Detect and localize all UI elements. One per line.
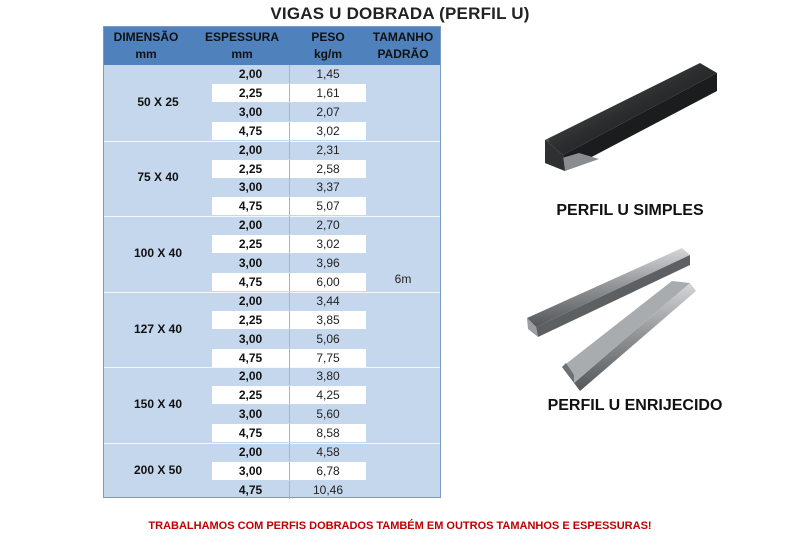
peso-cell: 5,07 bbox=[290, 197, 366, 215]
peso-cell: 3,96 bbox=[316, 256, 340, 270]
header-dimensao bbox=[104, 27, 188, 65]
espessura-cell: 2,00 bbox=[212, 141, 290, 159]
perfil-u-simples-image bbox=[535, 55, 720, 180]
perfil-u-enrijecido-image bbox=[522, 243, 697, 393]
espessura-cell: 4,75 bbox=[212, 122, 290, 140]
footer-note: TRABALHAMOS COM PERFIS DOBRADOS TAMBÉM EM OUTROS TAMANHOS E ESPESSURAS! bbox=[148, 520, 652, 532]
tamanho-padrao-value: 6m bbox=[394, 272, 412, 286]
espessura-cell: 4,75 bbox=[212, 424, 290, 442]
header-peso-unit: kg/m bbox=[313, 47, 342, 61]
peso-cell: 2,31 bbox=[316, 142, 340, 157]
dimensao-cell: 75 X 40 bbox=[137, 170, 179, 185]
header-tamanho-unit: PADRÃO bbox=[377, 47, 429, 61]
peso-cell: 6,00 bbox=[290, 273, 366, 291]
peso-cell: 6,78 bbox=[290, 462, 366, 480]
header-tamanho-label: TAMANHO bbox=[372, 30, 434, 44]
peso-cell: 5,06 bbox=[316, 331, 340, 346]
espessura-cell: 4,75 bbox=[212, 481, 290, 499]
peso-cell: 3,80 bbox=[316, 369, 340, 384]
dimensao-cell: 100 X 40 bbox=[133, 246, 183, 260]
header-tamanho bbox=[366, 27, 440, 65]
dimensao-cell: 127 X 40 bbox=[133, 321, 183, 336]
espessura-cell: 3,00 bbox=[212, 103, 290, 121]
espessura-cell: 2,25 bbox=[212, 160, 290, 178]
espessura-cell: 4,75 bbox=[212, 197, 290, 215]
espessura-cell: 4,75 bbox=[212, 349, 290, 367]
peso-cell: 2,07 bbox=[316, 104, 340, 119]
dimensao-cell: 150 X 40 bbox=[133, 397, 183, 412]
peso-cell: 1,45 bbox=[316, 67, 340, 81]
espessura-cell: 3,00 bbox=[212, 254, 290, 272]
peso-cell: 3,44 bbox=[316, 293, 340, 308]
peso-cell: 4,25 bbox=[290, 386, 366, 404]
profile-table bbox=[103, 26, 441, 498]
peso-cell: 3,37 bbox=[316, 180, 340, 195]
peso-cell: 2,70 bbox=[316, 218, 340, 233]
header-espessura-label: ESPESSURA bbox=[204, 30, 280, 44]
peso-cell: 4,58 bbox=[316, 445, 340, 459]
header-espessura-unit: mm bbox=[231, 47, 253, 61]
peso-cell: 5,60 bbox=[316, 407, 340, 422]
espessura-cell: 2,00 bbox=[212, 65, 290, 83]
espessura-cell: 2,00 bbox=[212, 216, 290, 234]
header-dimensao-label: DIMENSÃO bbox=[113, 30, 179, 44]
peso-cell: 1,61 bbox=[290, 84, 366, 102]
espessura-cell: 3,00 bbox=[212, 405, 290, 423]
espessura-cell: 4,75 bbox=[212, 273, 290, 291]
espessura-cell: 2,25 bbox=[212, 386, 290, 404]
dimensao-cell: 200 X 50 bbox=[133, 463, 183, 478]
espessura-cell: 3,00 bbox=[212, 178, 290, 196]
peso-cell: 8,58 bbox=[290, 424, 366, 442]
page-title: VIGAS U DOBRADA (PERFIL U) bbox=[270, 4, 530, 23]
espessura-cell: 3,00 bbox=[212, 330, 290, 348]
espessura-cell: 3,00 bbox=[212, 462, 290, 480]
caption-perfil-u-enrijecido: PERFIL U ENRIJECIDO bbox=[547, 397, 723, 414]
header-dimensao-unit: mm bbox=[135, 47, 157, 61]
peso-cell: 3,02 bbox=[290, 235, 366, 253]
peso-cell: 10,46 bbox=[312, 482, 344, 497]
caption-perfil-u-simples: PERFIL U SIMPLES bbox=[556, 202, 704, 219]
header-peso bbox=[290, 27, 366, 65]
table-header bbox=[104, 27, 440, 65]
header-espessura bbox=[200, 27, 284, 65]
espessura-cell: 2,00 bbox=[212, 292, 290, 310]
espessura-cell: 2,25 bbox=[212, 84, 290, 102]
peso-cell: 3,85 bbox=[290, 311, 366, 329]
peso-cell: 3,02 bbox=[290, 122, 366, 140]
dimensao-cell: 50 X 25 bbox=[137, 94, 179, 109]
peso-cell: 7,75 bbox=[290, 349, 366, 367]
espessura-cell: 2,25 bbox=[212, 235, 290, 253]
espessura-cell: 2,00 bbox=[212, 443, 290, 461]
header-peso-label: PESO bbox=[311, 30, 345, 44]
espessura-cell: 2,25 bbox=[212, 311, 290, 329]
peso-cell: 2,58 bbox=[290, 160, 366, 178]
espessura-cell: 2,00 bbox=[212, 367, 290, 385]
